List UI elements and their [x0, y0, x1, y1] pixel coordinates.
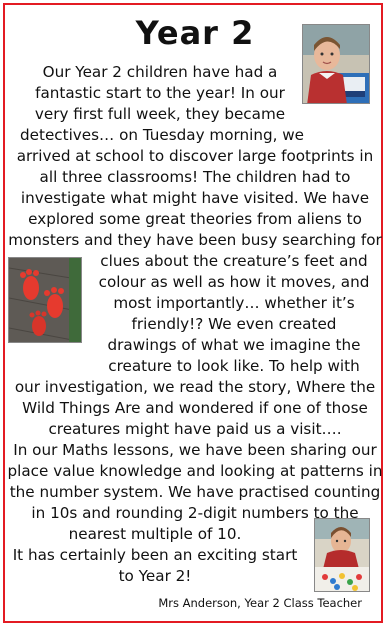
body-line: our investigation, we read the story, Where the: [14, 378, 376, 396]
body-line: fantastic start to the year! In our: [35, 84, 285, 102]
body-line: monsters and they have been busy searching for: [8, 231, 382, 249]
body-line: arrived at school to discover large footprints in: [16, 147, 374, 165]
body-line: drawings of what we imagine the: [107, 336, 361, 354]
body-line: In our Maths lessons, we have been sharing our: [13, 441, 377, 459]
boy-with-counters-photo: [314, 518, 370, 592]
body-line: Our Year 2 children have had a: [42, 63, 278, 81]
body-line: place value knowledge and looking at patterns in: [7, 462, 383, 480]
body-line: to Year 2!: [118, 567, 192, 585]
body-line: Wild Things Are and wondered if one of those: [22, 399, 368, 417]
body-line: It has certainly been an exciting start: [12, 546, 298, 564]
body-line: investigate what might have visited. We have: [20, 189, 370, 207]
body-line: creature to look like. To help with: [108, 357, 360, 375]
body-line: friendly!? We even created: [131, 315, 337, 333]
body-line: nearest multiple of 10.: [68, 525, 242, 543]
signature: Mrs Anderson, Year 2 Class Teacher: [158, 596, 362, 610]
body-line: all three classrooms! The children had to: [39, 168, 351, 186]
red-footprints-photo: [8, 257, 82, 343]
body-line: detectives… on Tuesday morning, we: [20, 126, 305, 144]
body-line: creatures might have paid us a visit….: [48, 420, 342, 438]
body-line: explored some great theories from aliens to: [28, 210, 362, 228]
body-line: colour as well as how it moves, and: [98, 273, 370, 291]
body-line: clues about the creature’s feet and: [100, 252, 368, 270]
body-line: in 10s and rounding 2-digit numbers to the: [31, 504, 359, 522]
body-line: the number system. We have practised counting: [9, 483, 381, 501]
body-line: very first full week, they became: [34, 105, 286, 123]
body-line: most importantly… whether it’s: [113, 294, 355, 312]
page-title: Year 2: [135, 14, 255, 52]
boy-with-laptop-photo: [302, 24, 370, 104]
